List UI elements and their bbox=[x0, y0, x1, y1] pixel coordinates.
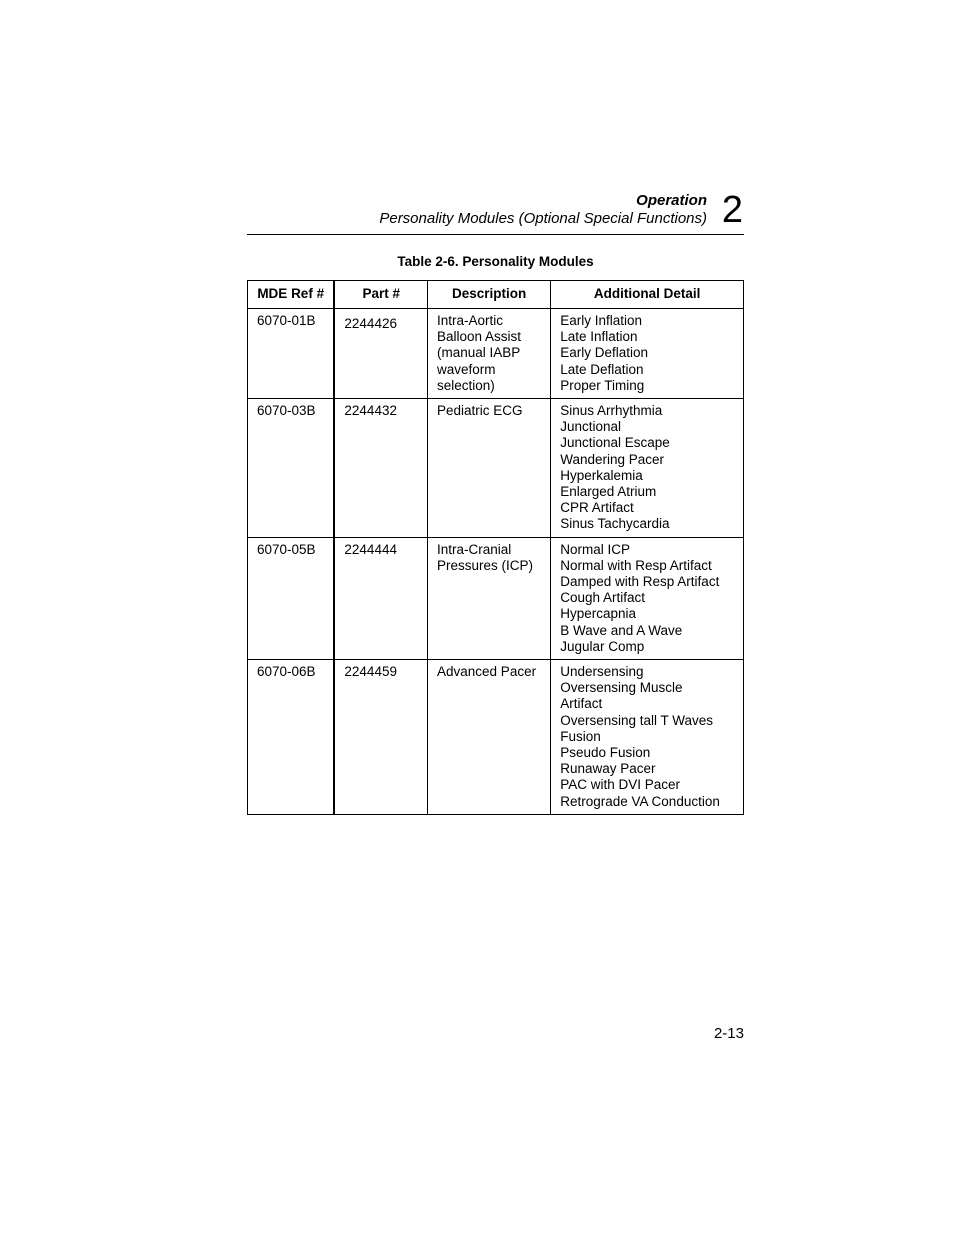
detail-item: Runaway Pacer bbox=[560, 761, 656, 777]
description-cell: Pediatric ECG bbox=[428, 399, 551, 538]
additional-detail-cell bbox=[551, 399, 744, 538]
personality-modules-table bbox=[247, 280, 744, 815]
additional-detail-cell bbox=[551, 660, 744, 815]
part-number-cell: 2244426 bbox=[334, 309, 427, 399]
column-header-description: Description bbox=[428, 281, 551, 309]
part-number-cell: 2244444 bbox=[334, 537, 427, 659]
page-number: 2-13 bbox=[713, 1025, 744, 1042]
detail-item: Early Deflation bbox=[560, 345, 649, 361]
detail-item: Damped with Resp Artifact bbox=[560, 574, 720, 590]
detail-item: PAC with DVI Pacer bbox=[560, 777, 681, 793]
additional-detail-cell bbox=[551, 537, 744, 659]
description-cell: Intra-Aortic Balloon Assist (manual IABP waveform selection) bbox=[428, 309, 551, 399]
part-number-cell: 2244459 bbox=[334, 660, 427, 815]
detail-item: Cough Artifact bbox=[560, 590, 646, 606]
header-text bbox=[379, 192, 707, 228]
detail-item: Late Deflation bbox=[560, 361, 644, 377]
detail-item: Junctional bbox=[560, 419, 622, 435]
table-row bbox=[248, 309, 744, 399]
detail-item: Hyperkalemia bbox=[560, 467, 643, 483]
column-header-mde-ref: MDE Ref # bbox=[248, 281, 335, 309]
detail-item: Early Inflation bbox=[560, 313, 643, 328]
section-title: Operation bbox=[636, 192, 707, 209]
detail-item: Pseudo Fusion bbox=[560, 745, 651, 761]
detail-item: Hypercapnia bbox=[560, 606, 637, 622]
table-caption: Table 2-6. Personality Modules bbox=[397, 254, 594, 269]
detail-item: B Wave and A Wave bbox=[560, 622, 683, 638]
description-cell: Advanced Pacer bbox=[428, 660, 551, 815]
detail-item: Late Inflation bbox=[560, 329, 638, 345]
table-row bbox=[248, 399, 744, 538]
table-row bbox=[248, 537, 744, 659]
detail-item: Fusion bbox=[560, 728, 601, 744]
chapter-number: 2 bbox=[721, 189, 743, 231]
detail-item: Wandering Pacer bbox=[560, 451, 665, 467]
detail-item: Normal with Resp Artifact bbox=[560, 557, 712, 573]
detail-item: Artifact bbox=[560, 696, 603, 712]
detail-item: Proper Timing bbox=[560, 377, 645, 393]
mde-ref-cell: 6070-03B bbox=[248, 399, 335, 538]
table-header-row bbox=[248, 281, 744, 309]
detail-item: Retrograde VA Conduction bbox=[560, 793, 720, 809]
detail-item: Jugular Comp bbox=[560, 638, 645, 654]
detail-item: Sinus Tachycardia bbox=[560, 516, 670, 532]
description-cell: Intra-Cranial Pressures (ICP) bbox=[428, 537, 551, 659]
column-header-additional-detail: Additional Detail bbox=[551, 281, 744, 309]
additional-detail-cell bbox=[551, 309, 744, 399]
part-number-cell: 2244432 bbox=[334, 399, 427, 538]
detail-item: Oversensing Muscle bbox=[560, 680, 683, 696]
mde-ref-cell: 6070-01B bbox=[248, 309, 335, 399]
detail-item: Undersensing bbox=[560, 664, 644, 680]
mde-ref-cell: 6070-06B bbox=[248, 660, 335, 815]
mde-ref-cell: 6070-05B bbox=[248, 537, 335, 659]
detail-item: Normal ICP bbox=[560, 541, 631, 557]
detail-item: Junctional Escape bbox=[560, 435, 670, 451]
detail-item: Oversensing tall T Waves bbox=[560, 712, 714, 728]
detail-item: CPR Artifact bbox=[560, 500, 634, 516]
detail-item: Sinus Arrhythmia bbox=[560, 403, 663, 419]
column-header-part: Part # bbox=[334, 281, 427, 309]
page-header bbox=[247, 190, 744, 235]
section-subtitle: Personality Modules (Optional Special Functions) bbox=[379, 210, 707, 227]
detail-item: Enlarged Atrium bbox=[560, 484, 657, 500]
table-row bbox=[248, 660, 744, 815]
